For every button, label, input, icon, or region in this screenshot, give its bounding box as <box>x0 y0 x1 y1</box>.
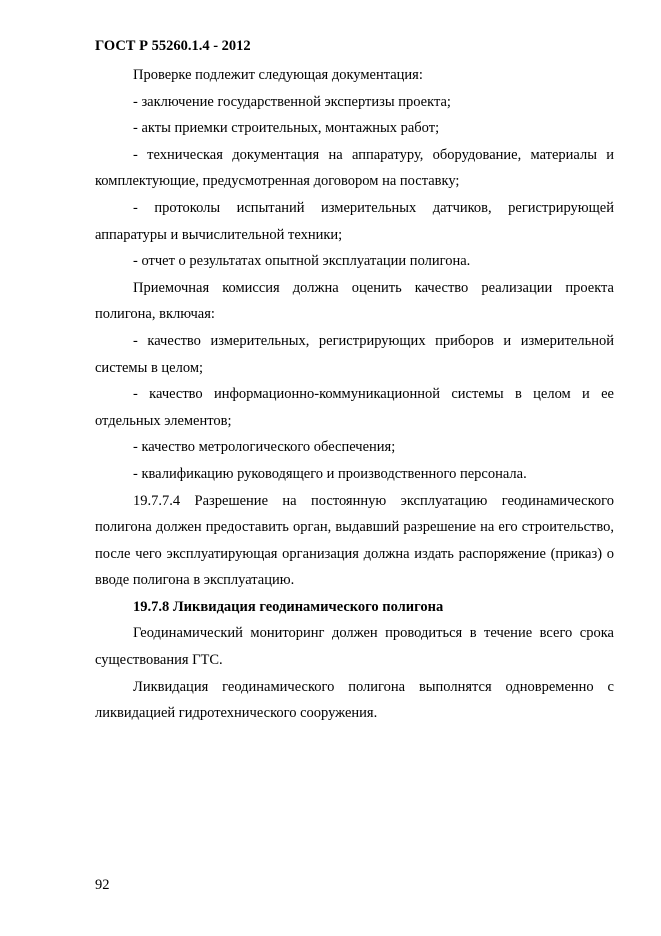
paragraph-commission: Приемочная комиссия должна оценить качество реализации проекта полигона, включая: <box>95 279 614 323</box>
list-item: - качество информационно-коммуникационной системы в целом и ее отдельных элементов; <box>95 386 614 429</box>
list-item: - отчет о результатах опытной эксплуатации полигона. <box>133 253 471 270</box>
document-body <box>95 62 614 727</box>
page-number: 92 <box>95 877 110 893</box>
clause-19-7-7-4: 19.7.7.4 Разрешение на постоянную эксплуатацию геодинамического полигона должен предоставить орган, выдавший разрешение на его строительство, после чего эксплуатирующая организация должна издать распоряжение (приказ) о вводе полигона в эксплуатацию. <box>95 492 614 589</box>
section-heading-19-7-8: 19.7.8 Ликвидация геодинамического полигона <box>133 598 444 615</box>
list-item: - качество измерительных, регистрирующих приборов и измерительной системы в целом; <box>95 332 614 376</box>
list-item: - качество метрологического обеспечения; <box>133 439 396 456</box>
paragraph-monitoring: Геодинамический мониторинг должен проводиться в течение всего срока существования ГТС. <box>95 625 614 669</box>
list-item: - акты приемки строительных, монтажных работ; <box>133 120 440 137</box>
list-item: - квалификацию руководящего и производственного персонала. <box>133 465 527 482</box>
paragraph-intro: Проверке подлежит следующая документация: <box>133 67 423 83</box>
document-code-header: ГОСТ Р 55260.1.4 - 2012 <box>95 38 251 54</box>
list-item: - заключение государственной экспертизы проекта; <box>133 93 451 110</box>
paragraph-liquidation: Ликвидация геодинамического полигона выполнятся одновременно с ликвидацией гидротехнического сооружения. <box>95 678 614 722</box>
list-item: - протоколы испытаний измерительных датчиков, регистрирующей аппаратуры и вычислительной техники; <box>95 199 614 243</box>
list-item: - техническая документация на аппаратуру, оборудование, материалы и комплектующие, предусмотренная договором на поставку; <box>95 146 614 190</box>
